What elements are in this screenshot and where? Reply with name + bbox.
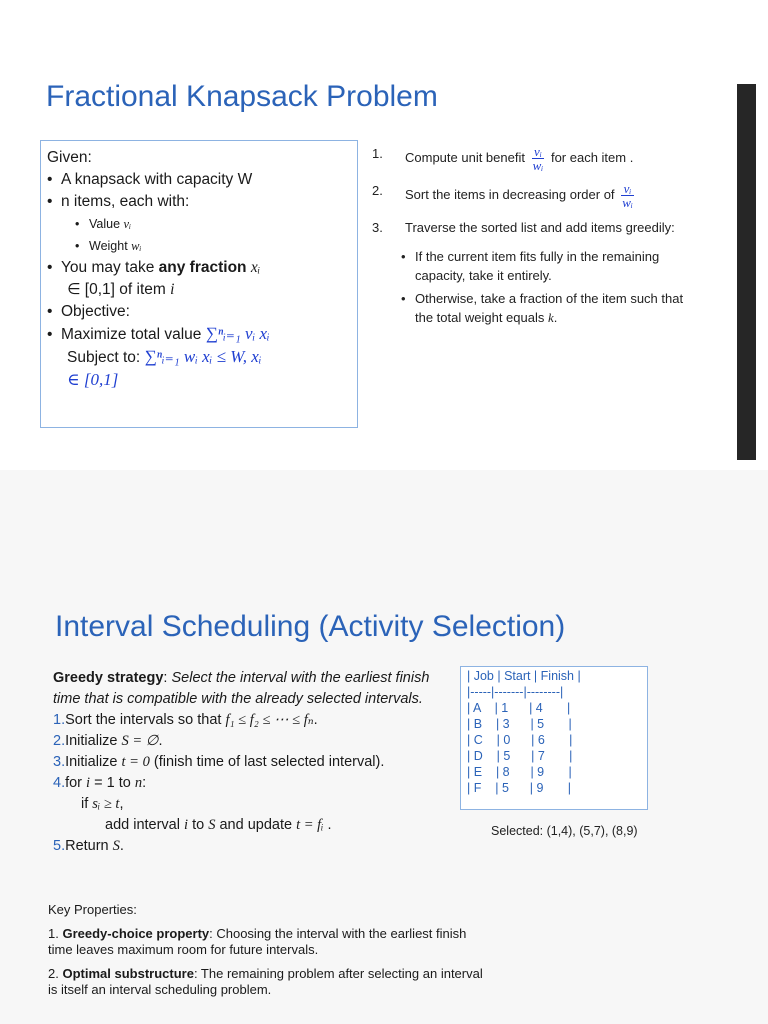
job-table <box>460 666 648 810</box>
given-objective: • Objective: <box>47 303 130 320</box>
table-row: | D | 5 | 7 | <box>467 749 573 763</box>
interval-step-5: 5.Return S. <box>53 838 124 854</box>
interval-step-3: 3.Initialize t = 0 (finish time of last selected interval). <box>53 754 385 770</box>
knapsack-step-3: 3. Traverse the sorted list and add items greedily: <box>372 220 675 235</box>
given-maximize: • Maximize total value ∑ⁿᵢ₌₁ vᵢ xᵢ <box>47 324 270 343</box>
key-properties-heading: Key Properties: <box>48 902 137 917</box>
knapsack-step-3a: • If the current item fits fully in the remaining capacity, take it entirely. <box>401 249 660 283</box>
given-subject: Subject to: ∑ⁿᵢ₌₁ wᵢ xᵢ ≤ W, xᵢ <box>67 347 262 366</box>
side-scroll-bar[interactable] <box>737 84 756 460</box>
given-value: • Value vᵢ <box>75 217 132 231</box>
table-separator: |-----|-------|--------| <box>467 685 564 699</box>
key-properties <box>48 902 488 1006</box>
given-capacity: • A knapsack with capacity W <box>47 171 253 188</box>
slide2-title: Interval Scheduling (Activity Selection) <box>55 610 566 643</box>
given-fraction-range: ∈ [0,1] of item i <box>67 281 175 298</box>
table-header: | Job | Start | Finish | <box>467 669 581 683</box>
interval-step-4-add: add interval i to S and update t = fᵢ . <box>105 817 332 833</box>
given-heading: Given: <box>47 149 92 166</box>
given-fraction: • You may take any fraction xᵢ <box>47 259 261 276</box>
table-row: | E | 8 | 9 | <box>467 765 572 779</box>
interval-step-2: 2.Initialize S = ∅. <box>53 733 163 749</box>
slide1-title: Fractional Knapsack Problem <box>46 80 438 113</box>
greedy-strategy-block <box>53 668 453 857</box>
given-subject-range: ∈ [0,1] <box>67 370 119 389</box>
given-items: • n items, each with: <box>47 193 190 210</box>
interval-step-1: 1.Sort the intervals so that f₁ ≤ f₂ ≤ ⋯ ≤ fₙ. <box>53 712 318 728</box>
table-row: | B | 3 | 5 | <box>467 717 572 731</box>
key-property-2: 2. Optimal substructure: The remaining problem after selecting an interval is itself an interval scheduling problem. <box>48 966 483 997</box>
interval-step-4: 4.for i = 1 to n: <box>53 775 147 791</box>
table-row: | A | 1 | 4 | <box>467 701 571 715</box>
given-box <box>40 140 358 428</box>
table-row: | C | 0 | 6 | <box>467 733 573 747</box>
unit-benefit-fraction: $\frac{\text{vᵢ}}{\text{wᵢ}}$ <box>532 144 544 173</box>
knapsack-step-2: 2. Sort the items in decreasing order of $\frac{\text{vᵢ}}{\text{wᵢ}}$ <box>372 181 633 210</box>
table-row: | F | 5 | 9 | <box>467 781 571 795</box>
interval-step-4-if: if sᵢ ≥ t, <box>81 796 124 812</box>
selected-intervals: Selected: (1,4), (5,7), (8,9) <box>491 824 638 838</box>
knapsack-step-1: 1. Compute unit benefit $\frac{\text{vᵢ}}{\text{wᵢ}}$ for each item . <box>372 144 634 173</box>
knapsack-steps <box>370 145 700 331</box>
sort-fraction: $\frac{\text{vᵢ}}{\text{wᵢ}}$ <box>622 181 633 210</box>
slide-fractional-knapsack <box>0 0 768 470</box>
slide-interval-scheduling <box>0 470 768 1024</box>
given-weight: • Weight wᵢ <box>75 239 142 253</box>
key-property-1: 1. Greedy-choice property: Choosing the interval with the earliest finish time leaves maximum room for future intervals. <box>48 926 467 957</box>
greedy-strategy: Greedy strategy: Select the interval with the earliest finish time that is compatible with the already selected intervals. <box>53 670 430 707</box>
knapsack-step-3b: • Otherwise, take a fraction of the item such that the total weight equals k. <box>401 291 684 325</box>
